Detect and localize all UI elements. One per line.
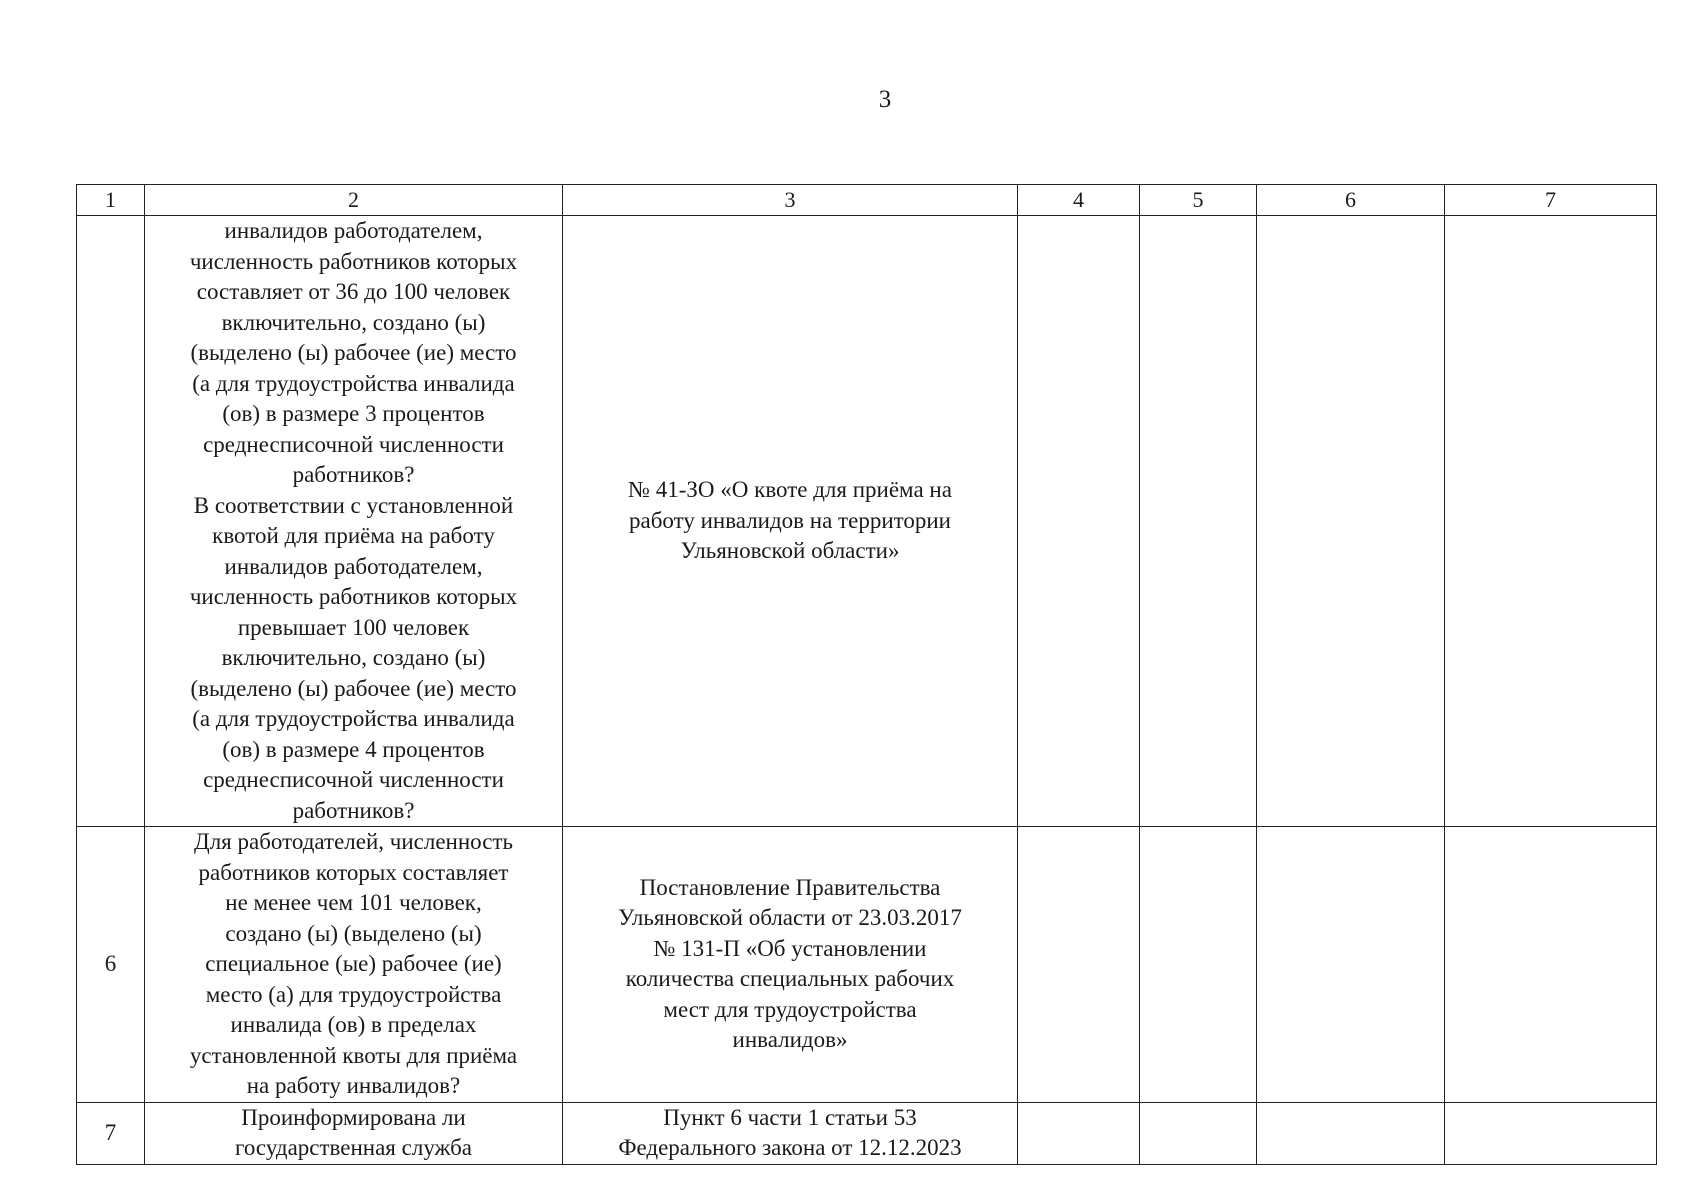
answer-cell-5 [1140, 216, 1257, 827]
answer-cell-6 [1257, 1102, 1445, 1164]
answer-cell-6 [1257, 216, 1445, 827]
question-text: Для работодателей, численность работников которых составляет не менее чем 101 человек, создано (ы) (выделено (ы) специальное (ые) рабочее (ие) место (а) для трудоустройства инвалида (ов) в пределах установленной квоты для приёма на работу инвалидов? [189, 829, 518, 1098]
table-row [77, 1102, 1657, 1164]
question-cell [145, 827, 563, 1103]
answer-cell-7 [1445, 216, 1657, 827]
column-header-7: 7 [1445, 185, 1657, 216]
answer-cell-4 [1018, 216, 1140, 827]
row-number: 6 [77, 827, 145, 1103]
question-cell [145, 1102, 563, 1164]
legal-reference-cell [563, 1102, 1018, 1164]
column-header-2: 2 [145, 185, 563, 216]
column-header-6: 6 [1257, 185, 1445, 216]
inspection-checklist-table [76, 184, 1657, 1165]
legal-reference-text: Пункт 6 части 1 статьи 53 Федерального закона от 12.12.2023 [618, 1104, 962, 1160]
question-text: инвалидов работодателем, численность работников которых составляет от 36 до 100 человек включительно, создано (ы) (выделено (ы) рабочее (ие) место (а для трудоустройства инвалида (ов) в размере 3 процентов среднесписочной численности работников? В соответствии с установленной квотой для приёма на работу инвалидов работодателем, численность работников которых превышает 100 человек включительно, создано (ы) (выделено (ы) рабочее (ие) место (а для трудоустройства инвалида (ов) в размере 4 процентов среднесписочной численности работников? [189, 218, 518, 823]
legal-reference-text: № 41-ЗО «О квоте для приёма на работу инвалидов на территории Ульяновской области» [628, 477, 952, 564]
answer-cell-4 [1018, 827, 1140, 1103]
question-cell [145, 216, 563, 827]
row-number [77, 216, 145, 827]
question-text: Проинформирована ли государственная служба [234, 1104, 473, 1160]
table-row [77, 827, 1657, 1103]
answer-cell-5 [1140, 827, 1257, 1103]
column-header-1: 1 [77, 185, 145, 216]
table-row [77, 216, 1657, 827]
answer-cell-7 [1445, 1102, 1657, 1164]
column-header-4: 4 [1018, 185, 1140, 216]
legal-reference-cell [563, 216, 1018, 827]
answer-cell-5 [1140, 1102, 1257, 1164]
legal-reference-cell [563, 827, 1018, 1103]
legal-reference-text: Постановление Правительства Ульяновской области от 23.03.2017 № 131-П «Об установлении количества специальных рабочих мест для трудоустройства инвалидов» [618, 874, 962, 1053]
answer-cell-4 [1018, 1102, 1140, 1164]
page-number: 3 [878, 86, 892, 113]
answer-cell-7 [1445, 827, 1657, 1103]
column-header-3: 3 [563, 185, 1018, 216]
row-number: 7 [77, 1102, 145, 1164]
table-header-row [77, 185, 1657, 216]
answer-cell-6 [1257, 827, 1445, 1103]
column-header-5: 5 [1140, 185, 1257, 216]
